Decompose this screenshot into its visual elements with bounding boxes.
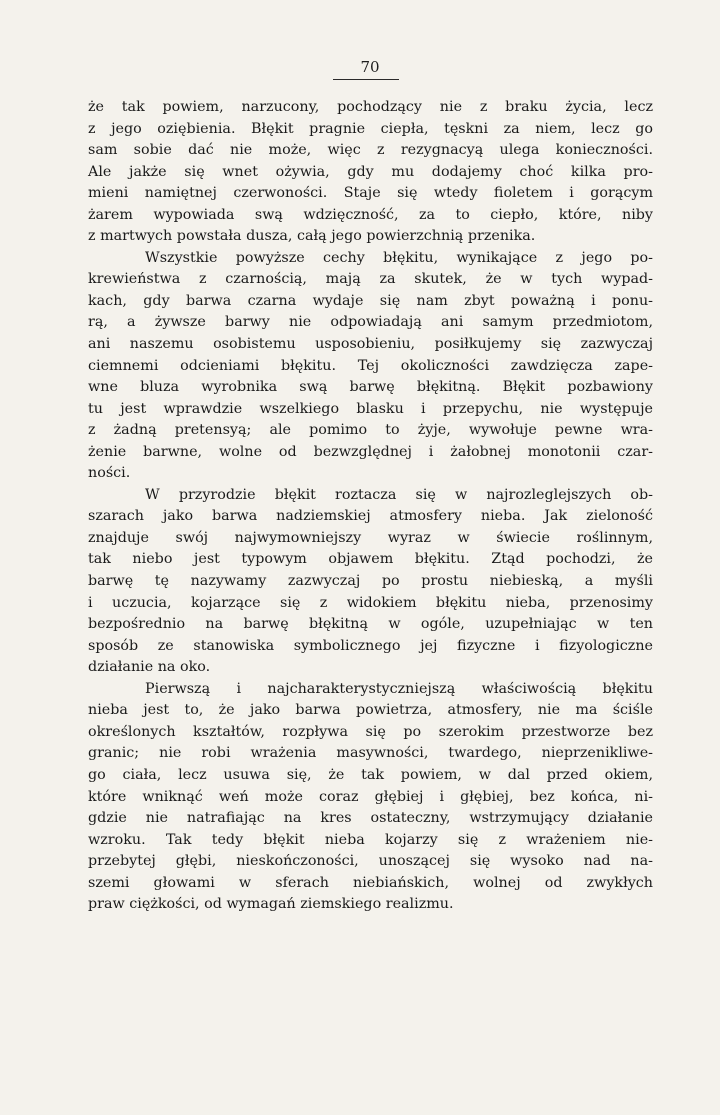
text-line: znajduje swój najwymowniejszy wyraz w świecie roślinnym, [88, 529, 653, 546]
text-line: ności. [88, 465, 131, 482]
text-line: tak niebo jest typowym objawem błękitu. Ztąd pochodzi, że [88, 551, 653, 568]
text-line: mieni namiętnej czerwoności. Staje się wtedy fioletem i gorącym [88, 185, 653, 202]
text-line: bezpośrednio na barwę błękitną w ogóle, uzupełniając w ten [88, 616, 653, 633]
text-line: szemi głowami w sferach niebiańskich, wolnej od zwykłych [88, 874, 653, 891]
text-line: praw ciężkości, od wymagań ziemskiego realizmu. [88, 896, 454, 913]
text-line: ciemnemi odcieniami błękitu. Tej okoliczności zawdzięcza zape- [88, 357, 653, 374]
text-line: Ale jakże się wnet ożywia, gdy mu dodajemy choć kilka pro- [88, 163, 653, 180]
text-line: że tak powiem, narzucony, pochodzący nie z braku życia, lecz [88, 99, 653, 115]
text-line: określonych kształtów, rozpływa się po szerokim przestworze bez [88, 723, 653, 740]
text-line: W przyrodzie błękit roztacza się w najrozleglejszych ob- [145, 486, 653, 503]
text-line: barwę tę nazywamy zazwyczaj po prostu niebieską, a myśli [88, 573, 653, 590]
text-line: sposób ze stanowiska symbolicznego jej fizyczne i fizyologiczne [88, 637, 653, 654]
text-line: z żadną pretensyą; ale pomimo to żyje, wywołuje pewne wra- [88, 422, 653, 439]
text-line: Wszystkie powyższe cechy błękitu, wynikające z jego po- [145, 249, 653, 266]
text-line: nieba jest to, że jako barwa powietrza, atmosfery, nie ma ściśle [88, 702, 653, 719]
text-line: go ciała, lecz usuwa się, że tak powiem, w dal przed okiem, [88, 766, 653, 783]
text-line: szarach jako barwa nadziemskiej atmosfery nieba. Jak zieloność [88, 508, 653, 525]
text-line: sam sobie dać nie może, więc z rezygnacyą ulega konieczności. [88, 142, 653, 159]
page-number-rule [333, 79, 399, 80]
text-line: gdzie nie natrafiając na kres ostateczny, wstrzymujący działanie [88, 810, 653, 827]
text-line: żarem wypowiada swą wdzięczność, za to ciepło, które, niby [88, 206, 653, 223]
text-line: z martwych powstała dusza, całą jego powierzchnią przenika. [88, 228, 536, 245]
text-line: Pierwszą i najcharakterystyczniejszą właściwością błękitu [145, 680, 653, 697]
text-line: kach, gdy barwa czarna wydaje się nam zbyt poważną i ponu- [88, 292, 653, 309]
text-line: granic; nie robi wrażenia masywności, twardego, nieprzenikliwe- [88, 745, 653, 762]
text-line: wne bluza wyrobnika swą barwę błękitną. Błękit pozbawiony [88, 379, 653, 396]
text-line: działanie na oko. [88, 659, 211, 676]
text-line: krewieństwa z czarnością, mają za skutek, że w tych wypad- [88, 271, 653, 288]
text-line: przebytej głębi, nieskończoności, unoszącej się wysoko nad na- [88, 853, 653, 870]
text-line: wzroku. Tak tedy błękit nieba kojarzy się z wrażeniem nie- [88, 831, 653, 848]
text-line: i uczucia, kojarzące się z widokiem błękitu nieba, przenosimy [88, 594, 653, 611]
text-line: ani naszemu osobistemu usposobieniu, posiłkujemy się zazwyczaj [88, 336, 653, 353]
text-line: z jego oziębienia. Błękit pragnie ciepła, tęskni za niem, lecz go [88, 120, 653, 137]
text-line: żenie barwne, wolne od bezwzględnej i żałobnej monotonii czar- [88, 443, 653, 460]
text-line: które wniknąć weń może coraz głębiej i głębiej, bez końca, ni- [88, 788, 653, 805]
text-line: tu jest wprawdzie wszelkiego blasku i przepychu, nie występuje [88, 400, 653, 417]
page-number: 70 [360, 58, 380, 76]
text-line: rą, a żywsze barwy nie odpowiadają ani samym przedmiotom, [88, 314, 653, 331]
body-text [88, 97, 653, 916]
